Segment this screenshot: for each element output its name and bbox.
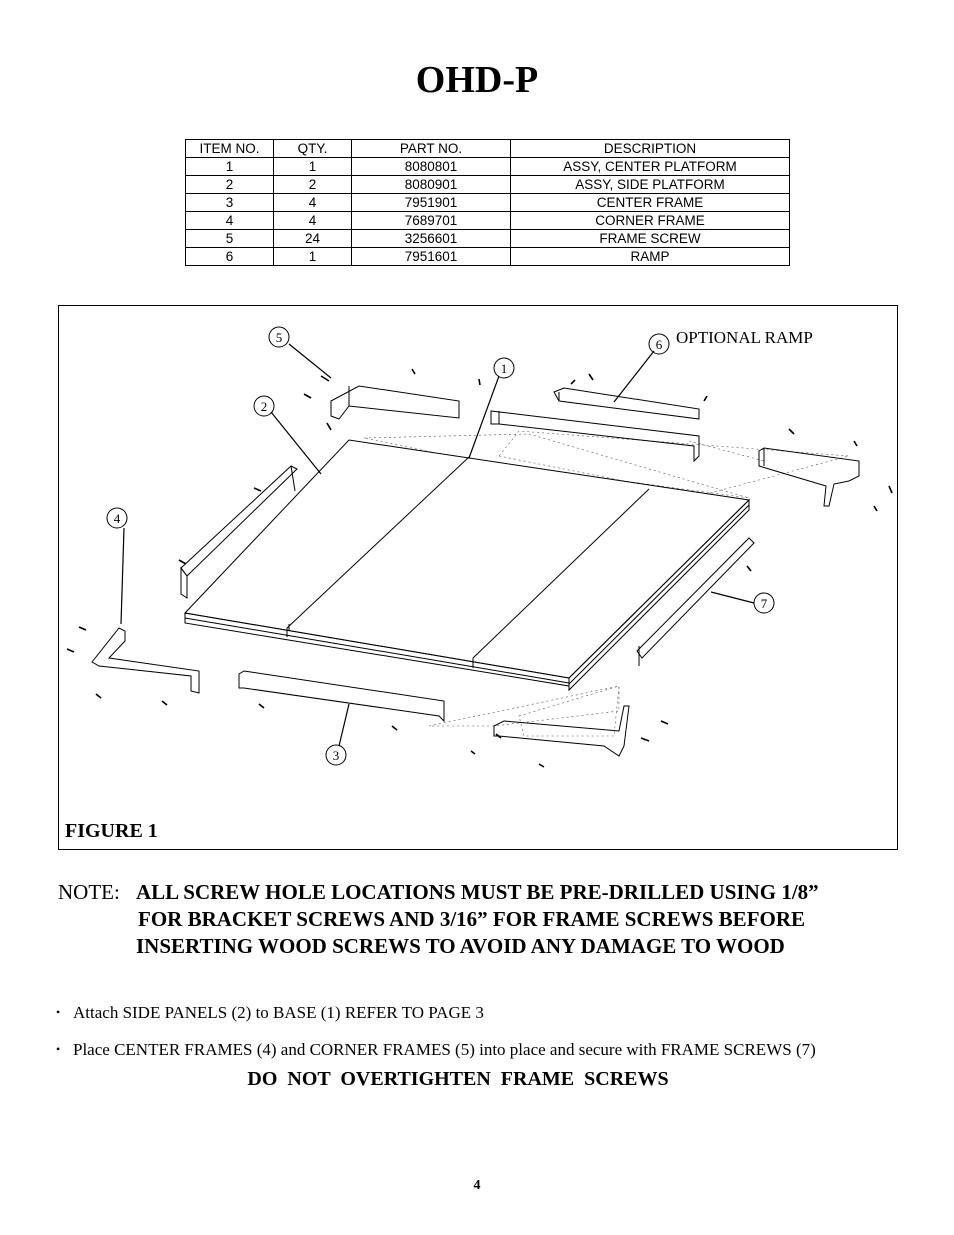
page-title: OHD-P <box>415 59 539 101</box>
platform-assembly <box>185 440 749 690</box>
cell-description: RAMP <box>511 248 790 266</box>
parts-table <box>185 139 790 266</box>
cell-qty: 1 <box>274 248 352 266</box>
cell-qty: 2 <box>274 176 352 194</box>
cell-part-no: 7951901 <box>352 194 511 212</box>
instruction-text: Place CENTER FRAMES (4) and CORNER FRAMES (5) into place and secure with FRAME SCREWS (7) <box>73 1040 816 1059</box>
note-line-3: INSERTING WOOD SCREWS TO AVOID ANY DAMAGE TO WOOD <box>136 934 785 958</box>
cell-qty: 4 <box>274 194 352 212</box>
note-line-1: ALL SCREW HOLE LOCATIONS MUST BE PRE-DRILLED USING 1/8” <box>136 880 819 904</box>
bottom-right-corner-frame <box>494 706 629 756</box>
callout-3: 3 <box>332 748 340 763</box>
cell-description: ASSY, SIDE PLATFORM <box>511 176 790 194</box>
cell-item-no: 6 <box>186 248 274 266</box>
header-description: DESCRIPTION <box>511 140 790 158</box>
callout-5: 5 <box>275 330 283 345</box>
table-row <box>186 212 790 230</box>
warning-text: DO NOT OVERTIGHTEN FRAME SCREWS <box>247 1068 669 1090</box>
table-row <box>186 158 790 176</box>
parts-table-header-row <box>186 140 790 158</box>
cell-description: ASSY, CENTER PLATFORM <box>511 158 790 176</box>
bottom-center-frame <box>239 671 444 721</box>
callout-6: 6 <box>655 337 663 352</box>
cell-description: FRAME SCREW <box>511 230 790 248</box>
list-item <box>56 1003 484 1023</box>
page-number: 4 <box>473 1178 481 1193</box>
cell-description: CENTER FRAME <box>511 194 790 212</box>
cell-item-no: 4 <box>186 212 274 230</box>
table-row <box>186 248 790 266</box>
cell-part-no: 3256601 <box>352 230 511 248</box>
cell-item-no: 2 <box>186 176 274 194</box>
note-label: NOTE: <box>58 880 120 904</box>
exploded-assembly-drawing <box>59 306 897 849</box>
callout-7: 7 <box>760 596 768 611</box>
top-center-frame <box>491 411 699 461</box>
table-row <box>186 194 790 212</box>
cell-part-no: 8080801 <box>352 158 511 176</box>
cell-part-no: 7689701 <box>352 212 511 230</box>
bullet-icon: • <box>56 1042 61 1056</box>
bullet-icon: • <box>56 1005 61 1019</box>
cell-item-no: 5 <box>186 230 274 248</box>
cell-qty: 24 <box>274 230 352 248</box>
figure-1 <box>58 305 898 850</box>
optional-ramp-label: OPTIONAL RAMP <box>676 328 813 347</box>
cell-item-no: 1 <box>186 158 274 176</box>
top-left-frame <box>331 386 459 419</box>
table-row <box>186 230 790 248</box>
list-item <box>56 1040 816 1060</box>
callout-2: 2 <box>260 399 268 414</box>
right-corner-frame <box>759 448 859 506</box>
cell-qty: 4 <box>274 212 352 230</box>
figure-label: FIGURE 1 <box>65 820 158 842</box>
cell-part-no: 7951601 <box>352 248 511 266</box>
cell-item-no: 3 <box>186 194 274 212</box>
callout-1: 1 <box>500 361 508 376</box>
cell-qty: 1 <box>274 158 352 176</box>
header-item-no: ITEM NO. <box>186 140 274 158</box>
instruction-text: Attach SIDE PANELS (2) to BASE (1) REFER TO PAGE 3 <box>73 1003 484 1022</box>
table-row <box>186 176 790 194</box>
header-qty: QTY. <box>274 140 352 158</box>
bottom-left-corner-frame <box>92 628 199 693</box>
cell-part-no: 8080901 <box>352 176 511 194</box>
note-line-2: FOR BRACKET SCREWS AND 3/16” FOR FRAME SCREWS BEFORE <box>138 907 806 931</box>
header-part-no: PART NO. <box>352 140 511 158</box>
cell-description: CORNER FRAME <box>511 212 790 230</box>
ramp <box>554 388 699 419</box>
callout-4: 4 <box>113 511 121 526</box>
